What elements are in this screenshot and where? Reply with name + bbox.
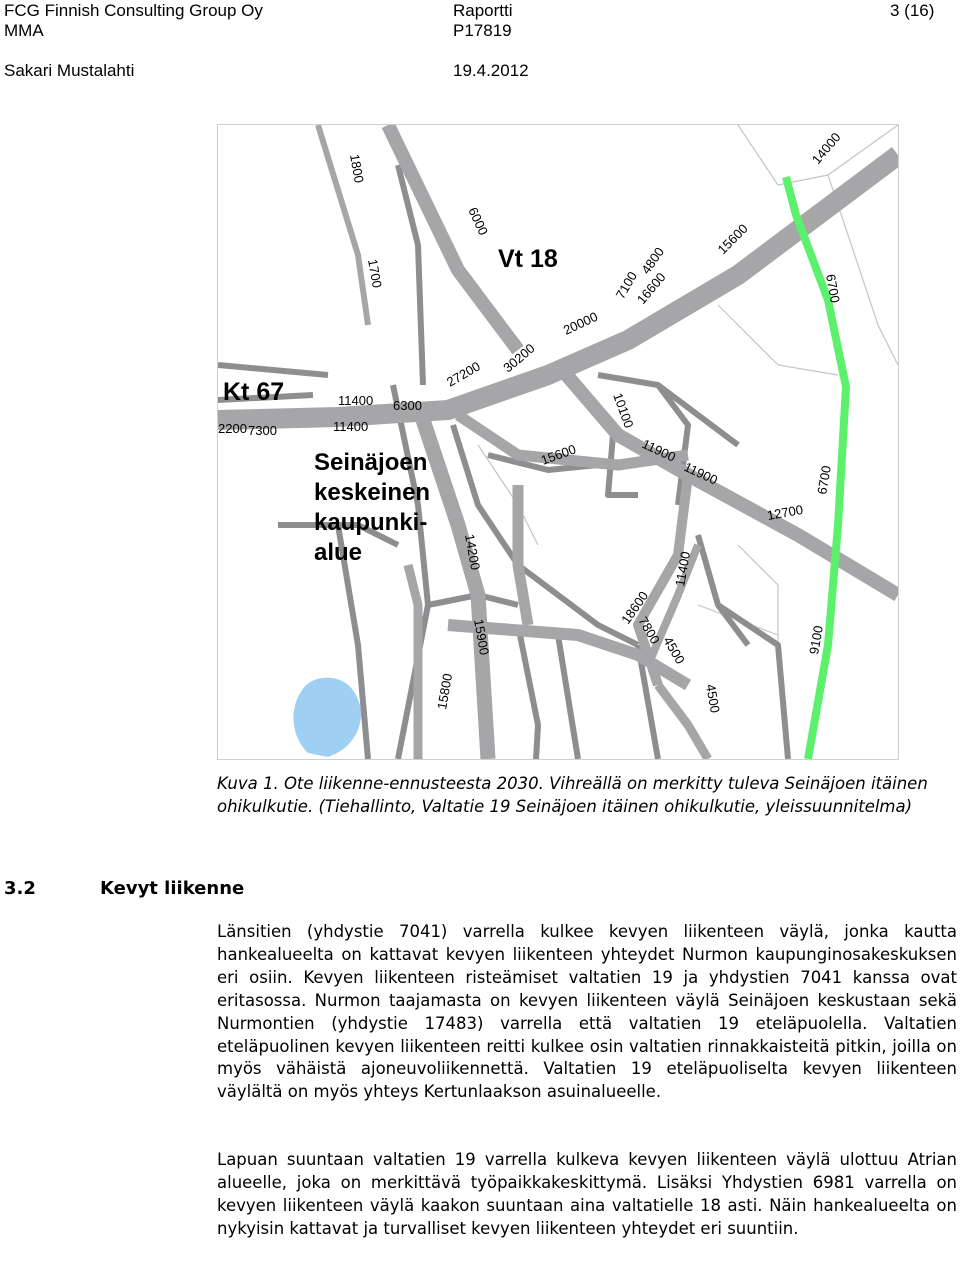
eastern-bypass-route [786, 177, 846, 759]
section-title: Kevyt liikenne [100, 878, 245, 899]
traffic-label: 15600 [714, 220, 751, 258]
traffic-label: 11400 [333, 419, 369, 434]
traffic-label: 15800 [434, 672, 456, 711]
traffic-label: 15600 [538, 441, 579, 468]
traffic-label: 7800 [635, 614, 663, 647]
traffic-label: 11900 [639, 436, 678, 465]
body-paragraph: Länsitien (yhdystie 7041) varrella kulkee kevyen liikenteen väylä, jonka kautta hankealueelta on kattavat kevyen liikenteen yhteydet Nurmon kaupunginosakeskuksen eri osiin. Kevyen liikenteen risteämiset valtatien 19 ja yhdystien 7041 kanssa ovat eritasossa. Nurmon taajamasta on kevyen liikenteen väylä Seinäjoen keskustaan sekä Nurmontien (yhdystie 17483) varrella että valtatien 19 eteläpuolella. Valtatien eteläpuolinen kevyen liikenteen reitti kulkee osin valtatien rinnakkaisteitä pitkin, joilla on myös vähäistä ajoneuvoliikennettä. Valtatien 19 eteläpuoliselta kevyen liikenteen väylältä on myös yhteys Kertunlaakson asuinalueelle. [217, 922, 957, 1102]
traffic-label: 20000 [560, 308, 601, 338]
header-company: FCG Finnish Consulting Group Oy [4, 1, 263, 20]
traffic-label: 18600 [618, 588, 652, 627]
area-label-line: keskeinen [314, 479, 431, 506]
traffic-label: 4500 [703, 682, 723, 715]
traffic-label: 15900 [471, 617, 493, 657]
header-author: Sakari Mustalahti [4, 61, 135, 80]
lake [293, 678, 360, 757]
traffic-label: 7100 [612, 268, 641, 302]
traffic-label: 9100 [806, 624, 826, 656]
traffic-label: 14000 [808, 129, 844, 167]
traffic-label: 1800 [347, 152, 367, 185]
traffic-label: 12700 [765, 501, 805, 523]
traffic-label: 11900 [681, 459, 720, 488]
area-label-line: Seinäjoen [314, 449, 428, 476]
traffic-label: 6700 [814, 464, 834, 496]
traffic-label: 6000 [465, 204, 492, 238]
figure-caption: Kuva 1. Ote liikenne-ennusteesta 2030. Vihreällä on merkitty tuleva Seinäjoen itäinen ohikulkutie. (Tiehallinto, Valtatie 19 Seinäjoen itäinen ohikulkutie, yleissuunnitelma) [217, 774, 928, 816]
traffic-label: 7300 [248, 423, 277, 438]
traffic-label: 11400 [672, 550, 694, 588]
header-department: MMA [4, 21, 44, 40]
traffic-label: 1700 [365, 257, 385, 290]
area-label [314, 449, 430, 566]
traffic-label: 4800 [638, 244, 668, 277]
traffic-label: 6700 [823, 272, 843, 305]
section-number: 3.2 [4, 878, 36, 899]
traffic-label: 30200 [500, 340, 538, 376]
traffic-label: 16600 [633, 269, 669, 307]
area-label-line: kaupunki- [314, 509, 428, 536]
traffic-label: 10100 [610, 390, 637, 431]
body-paragraph: Lapuan suuntaan valtatien 19 varrella kulkeva kevyen liikenteen väylä ulottuu Atrian alueelle, joka on merkittävä työpaikkakeskittymä. Lisäksi Yhdystien 6981 varrella on kevyen liikenteen väylä kaakon suuntaan aina valtatielle 18 asti. Näin hankealueelta on nykyisin kattavat ja turvalliset kevyen liikenteen yhteydet eri suuntiin. [217, 1150, 957, 1238]
map-canvas [218, 125, 898, 759]
traffic-label: 14200 [462, 532, 484, 572]
traffic-label: 6300 [393, 398, 422, 413]
traffic-forecast-map [217, 124, 899, 760]
traffic-label: 2200 [218, 421, 247, 436]
road-label-vt18: Vt 18 [498, 245, 558, 273]
header-project-number: P17819 [453, 21, 512, 40]
traffic-label: 4500 [660, 634, 688, 667]
area-label-line: alue [314, 539, 363, 566]
header-date: 19.4.2012 [453, 61, 529, 80]
traffic-label: 27200 [444, 358, 483, 390]
header-doc-type: Raportti [453, 1, 513, 20]
traffic-label: 11400 [338, 393, 374, 408]
road-label-kt67: Kt 67 [223, 378, 285, 406]
header-page-number: 3 (16) [890, 1, 935, 20]
